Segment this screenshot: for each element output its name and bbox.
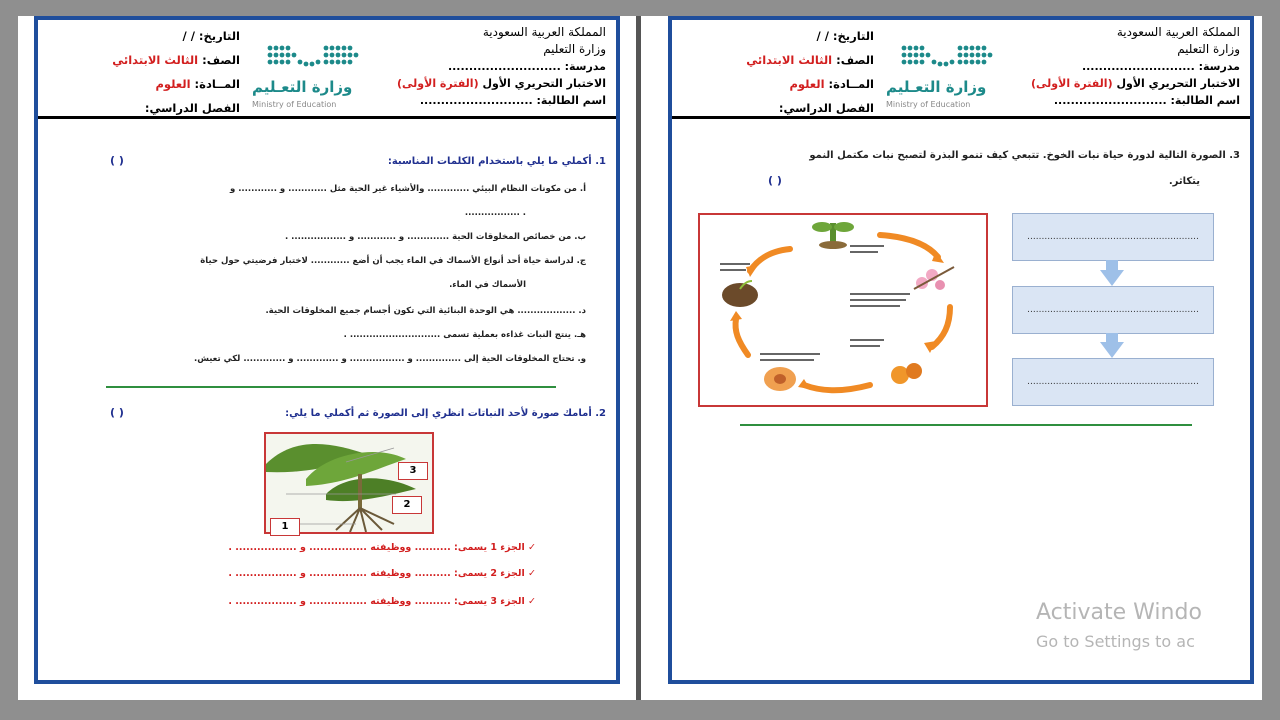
semester-field: الفصل الدراسي: — [778, 101, 874, 115]
q1-line-e: هـ. ينتج النبات غذاءه بعملية تسمى ............................ . — [343, 330, 586, 340]
subject-field: المــادة: العلوم — [789, 77, 874, 91]
student-field: اسم الطالبة: ........................... — [419, 94, 606, 107]
question-1-title: 1. أكملي ما يلي باستخدام الكلمات المناسبة: — [387, 156, 606, 167]
header-right — [1031, 24, 1240, 109]
header-right — [397, 24, 606, 109]
worksheet-header — [672, 20, 1250, 119]
answer-box-3[interactable]: ............................................................ — [1012, 358, 1214, 406]
subject-field: المــادة: العلوم — [155, 77, 240, 91]
ministry-logo — [248, 42, 364, 114]
ministry-text: وزارة التعليم — [543, 42, 606, 56]
question-3-title: 3. الصورة التالية لدورة حياة نبات الخوخ. تتبعي كيف تنمو البذرة لتصبح نبات مكتمل النمو — [809, 150, 1240, 161]
question-2-title: 2. أمامك صورة لأحد النباتات انظري إلى الصورة ثم أكملي ما يلي: — [285, 408, 606, 419]
q1-line-d: د. .................. هي الوحدة البنائية التي تكون أجسام جميع المخلوقات الحية. — [265, 306, 586, 316]
date-field: التاريخ: / / — [816, 29, 874, 43]
part-3-line: ✓ الجزء 3 يسمى: .......... ووظيفته ................ و ................. . — [228, 596, 536, 607]
plant-label-2: 2 — [392, 496, 422, 514]
ministry-text: وزارة التعليم — [1177, 42, 1240, 56]
question-3-title-cont: يتكاثر. — [1168, 176, 1200, 187]
part-2-line: ✓ الجزء 2 يسمى: .......... ووظيفته ................ و ................. . — [228, 568, 536, 579]
q1-line-a: أ. من مكونات النظام البيئي ............. والأشياء غير الحية مثل ............ و ............ و — [229, 184, 586, 194]
page-divider — [636, 16, 641, 700]
down-arrow-icon — [1100, 342, 1124, 358]
exam-title: الاختبار التحريري الأول (الفترة الأولى) — [1031, 77, 1240, 90]
student-field: اسم الطالبة: ........................... — [1053, 94, 1240, 107]
date-field: التاريخ: / / — [182, 29, 240, 43]
question-1-score: ( ) — [110, 154, 124, 167]
plant-label-1: 1 — [270, 518, 300, 536]
logo-english-text: Ministry of Education — [252, 100, 337, 109]
logo-arabic-text: وزارة التعـليم — [252, 78, 353, 96]
kingdom-text: المملكة العربية السعودية — [482, 25, 606, 39]
q1-line-a-cont: . ................. — [464, 208, 526, 218]
question-3-score: ( ) — [768, 174, 782, 187]
part-1-line: ✓ الجزء 1 يسمى: .......... ووظيفته ................ و ................. . — [228, 542, 536, 553]
worksheet-header — [38, 20, 616, 119]
answer-box-1[interactable]: ............................................................ — [1012, 213, 1214, 261]
life-cycle-drawing-icon — [700, 215, 986, 405]
worksheet-left — [34, 16, 620, 684]
down-arrow-icon — [1100, 270, 1124, 286]
exam-title: الاختبار التحريري الأول (الفترة الأولى) — [397, 77, 606, 90]
q1-line-b: ب. من خصائص المخلوقات الحية ............. و ............ و ................. . — [284, 232, 586, 242]
header-left — [50, 24, 240, 120]
logo-arabic-text: وزارة التعـليم — [886, 78, 987, 96]
peach-life-cycle-image — [698, 213, 988, 407]
header-left — [684, 24, 874, 120]
question-2-score: ( ) — [110, 406, 124, 419]
down-arrow-stem — [1106, 260, 1118, 270]
school-field: مدرسة: ........................... — [1081, 60, 1240, 73]
q1-line-f: و. تحتاج المخلوقات الحية إلى .............. و ................. و ............. و ............. لكي تعيش. — [193, 354, 586, 364]
logo-english-text: Ministry of Education — [886, 100, 971, 109]
ministry-logo — [882, 42, 998, 114]
q1-line-c-cont: الأسماك في الماء. — [449, 280, 526, 290]
answer-box-2[interactable]: ............................................................ — [1012, 286, 1214, 334]
school-field: مدرسة: ........................... — [447, 60, 606, 73]
separator-line — [740, 424, 1192, 426]
plant-image — [264, 432, 434, 534]
grade-field: الصف: الثالث الابتدائي — [112, 53, 240, 67]
logo-dots-icon — [266, 42, 362, 76]
plant-label-3: 3 — [398, 462, 428, 480]
kingdom-text: المملكة العربية السعودية — [1116, 25, 1240, 39]
activate-windows-title: Activate Windo — [1036, 600, 1202, 625]
grade-field: الصف: الثالث الابتدائي — [746, 53, 874, 67]
worksheet-right — [668, 16, 1254, 684]
separator-line — [106, 386, 556, 388]
activate-windows-subtitle[interactable]: Go to Settings to ac — [1036, 632, 1195, 651]
logo-dots-icon — [900, 42, 996, 76]
q1-line-c: ج. لدراسة حياة أحد أنواع الأسماك في الماء يجب أن أضع ............ لاختبار فرضيتي حول حياة — [200, 256, 586, 266]
semester-field: الفصل الدراسي: — [144, 101, 240, 115]
